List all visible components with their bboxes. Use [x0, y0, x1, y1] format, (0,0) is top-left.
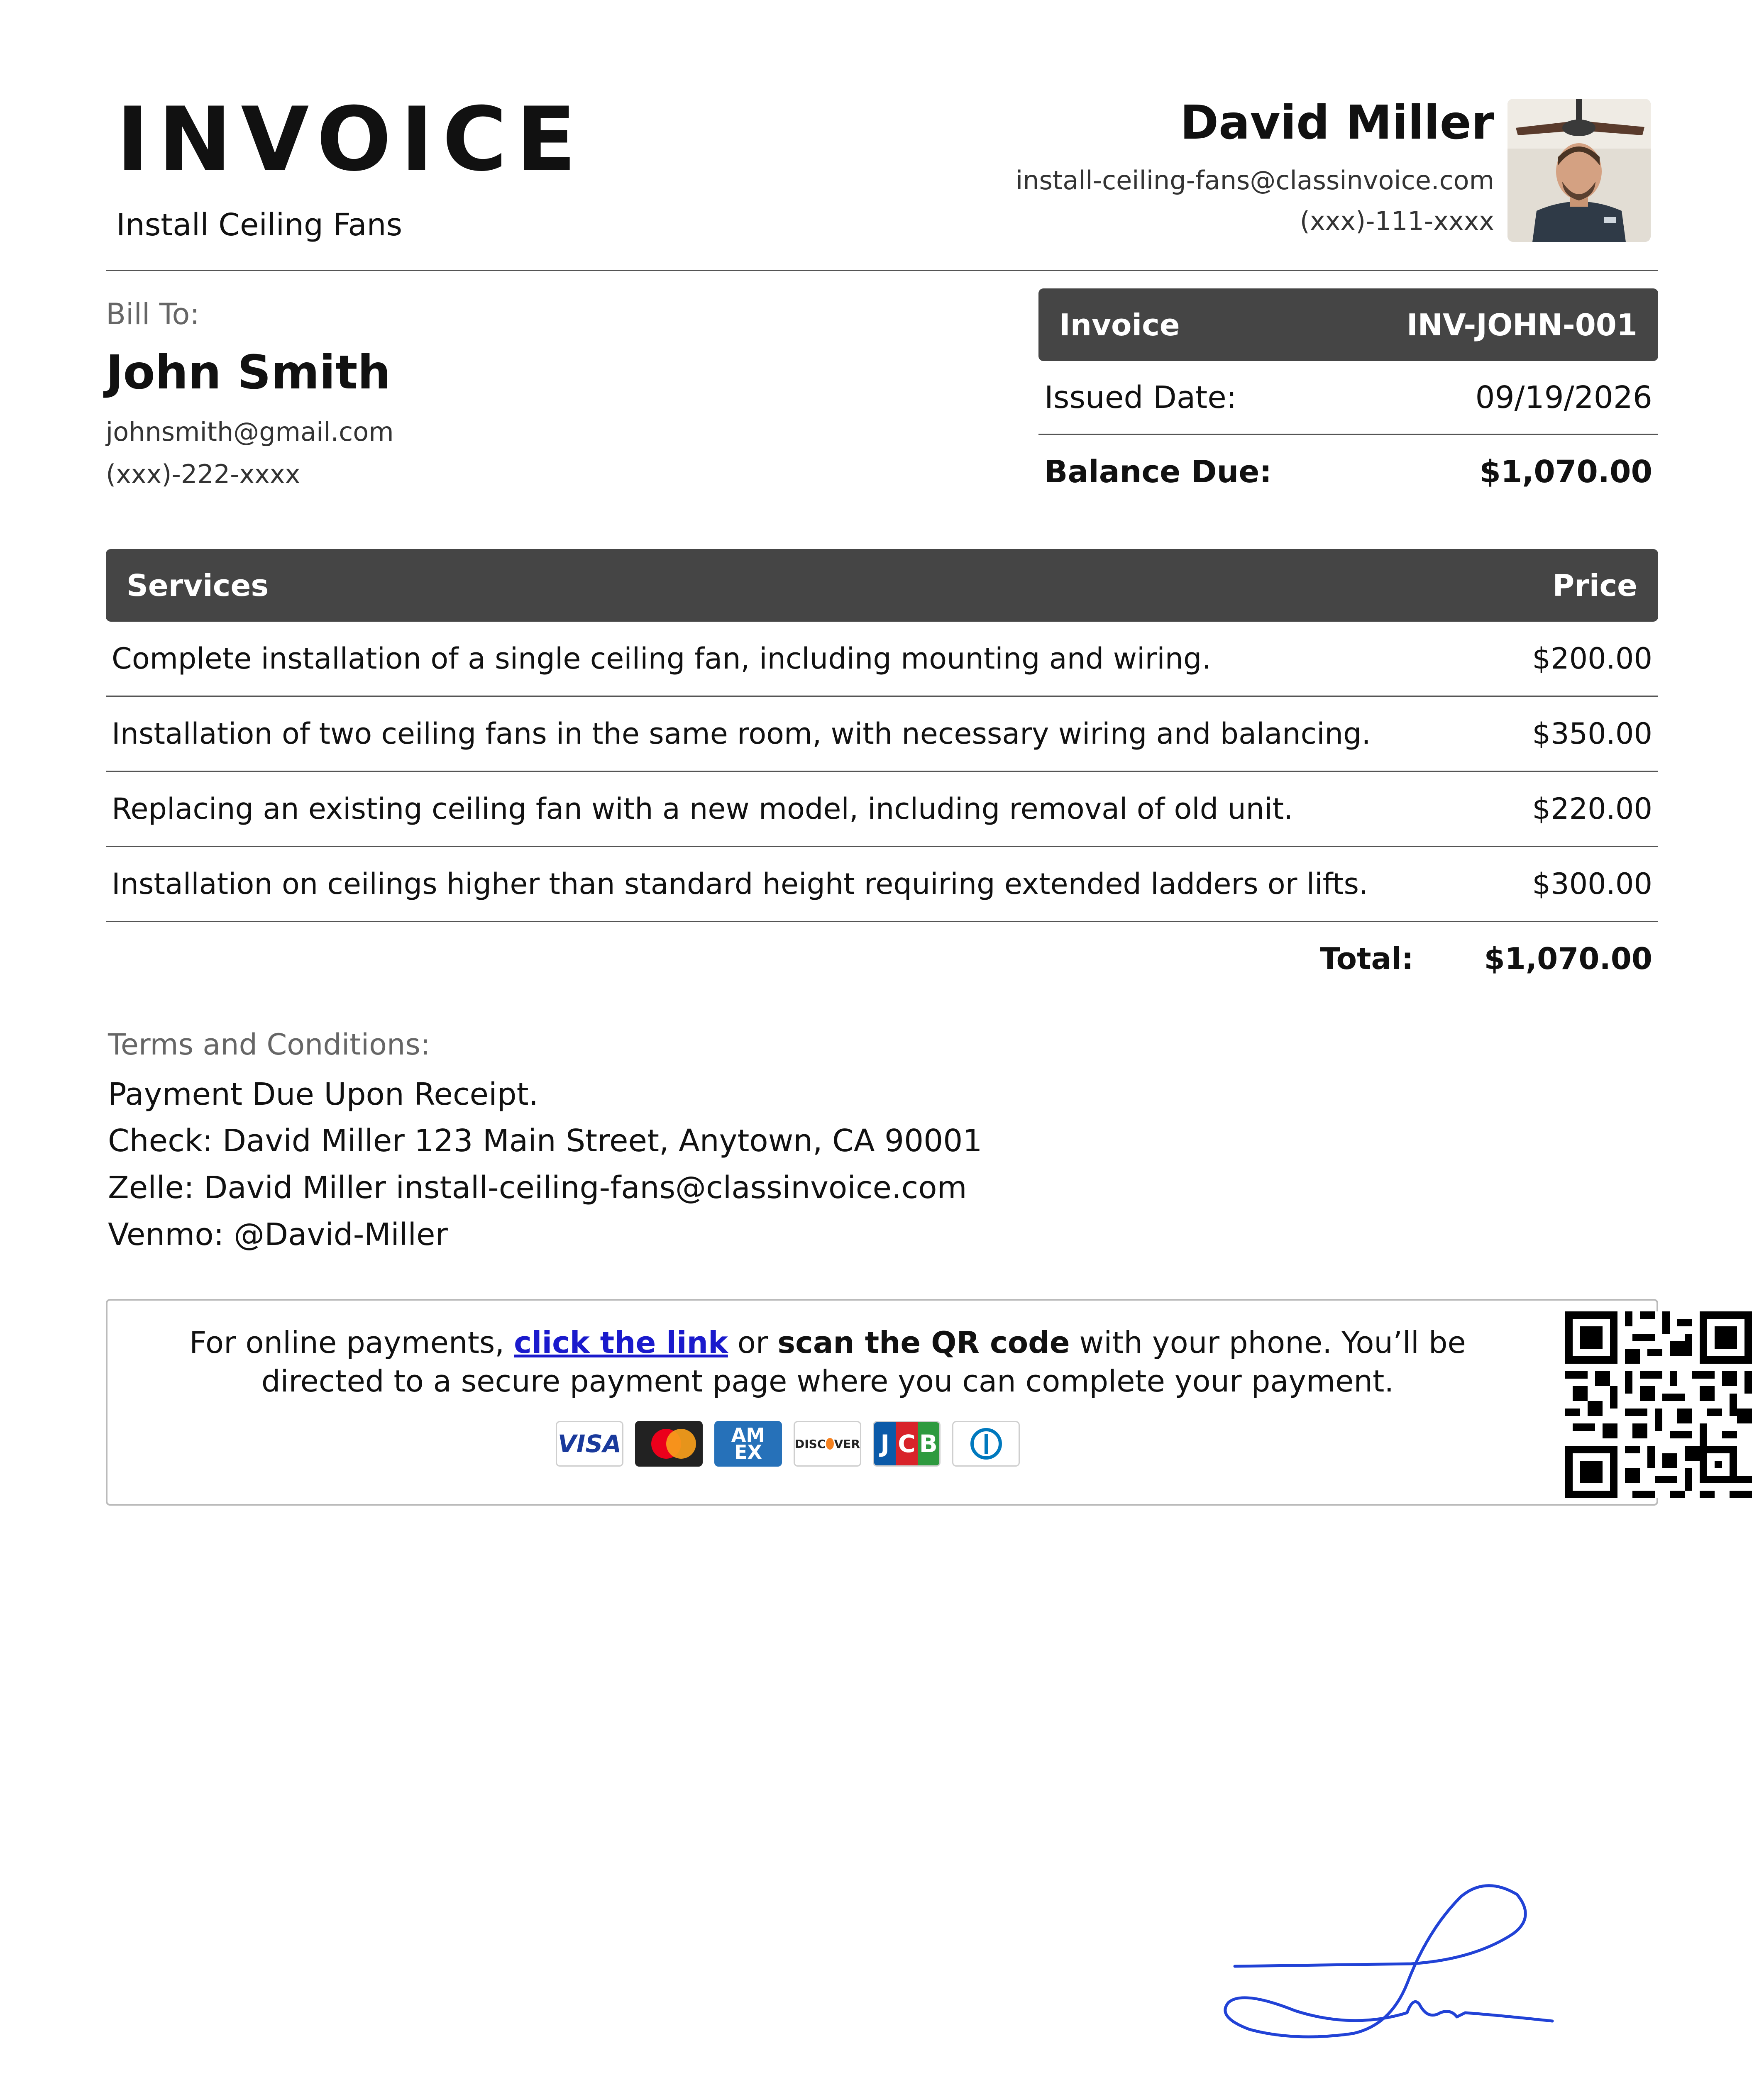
payment-qr-text: scan the QR code [777, 1325, 1070, 1360]
jcb-icon [873, 1421, 941, 1467]
payment-text-suffix: with your phone. You’ll be directed to a secure payment page where you can complete your payment. [261, 1325, 1466, 1399]
invoice-subtitle: Install Ceiling Fans [116, 207, 403, 243]
accepted-cards [556, 1421, 1020, 1467]
jcb-label-c: C [896, 1422, 917, 1465]
payment-link[interactable]: click the link [514, 1325, 728, 1360]
total-value: $1,070.00 [1484, 941, 1652, 976]
discover-label-right: VER [834, 1437, 860, 1451]
terms-line-check: Check: David Miller 123 Main Street, Anytown, CA 90001 [108, 1123, 982, 1159]
services-column-header: Services [127, 568, 269, 603]
issued-date-value: 09/19/2026 [1475, 379, 1652, 415]
balance-due-row [1038, 435, 1658, 509]
signature-icon [1121, 1847, 1577, 2063]
service-description: Replacing an existing ceiling fan with a new model, including removal of old unit. [112, 792, 1293, 826]
table-row [106, 622, 1658, 697]
balance-due-value: $1,070.00 [1479, 454, 1652, 490]
sender-name: David Miller [1180, 96, 1494, 150]
service-description: Complete installation of a single ceiling fan, including mounting and wiring. [112, 642, 1211, 676]
table-row [106, 847, 1658, 922]
terms-line-venmo: Venmo: @David-Miller [108, 1217, 448, 1252]
jcb-label-b: B [918, 1422, 939, 1465]
client-email: johnsmith@gmail.com [106, 417, 394, 447]
visa-label: VISA [557, 1430, 622, 1458]
service-description: Installation of two ceiling fans in the same room, with necessary wiring and balancing. [112, 717, 1371, 751]
total-label: Total: [1320, 941, 1414, 976]
discover-icon [794, 1421, 861, 1467]
service-price: $220.00 [1532, 792, 1652, 826]
payment-text-prefix: For online payments, [189, 1325, 514, 1360]
client-phone: (xxx)-222-xxxx [106, 459, 301, 489]
header-divider [106, 270, 1658, 271]
issued-date-label: Issued Date: [1044, 379, 1237, 415]
invoice-meta [1038, 288, 1658, 509]
services-table [106, 549, 1658, 995]
service-price: $300.00 [1532, 867, 1652, 901]
invoice-number-bar [1038, 288, 1658, 361]
person-photo-icon [1507, 99, 1651, 242]
discover-label-left: DISC [795, 1437, 826, 1451]
sender-email: install-ceiling-fans@classinvoice.com [1016, 165, 1494, 195]
sender-phone: (xxx)-111-xxxx [1300, 206, 1494, 236]
diners-club-icon [952, 1421, 1020, 1467]
qr-code-icon[interactable] [1565, 1311, 1752, 1498]
bill-to-label: Bill To: [106, 297, 200, 331]
sender-block [1016, 96, 1494, 236]
table-row [106, 697, 1658, 772]
payment-text-mid: or [728, 1325, 778, 1360]
terms-line-zelle: Zelle: David Miller install-ceiling-fans@classinvoice.com [108, 1170, 967, 1206]
amex-label-top: AM [731, 1423, 765, 1446]
visa-icon [556, 1421, 623, 1467]
issued-date-row [1038, 361, 1658, 435]
balance-due-label: Balance Due: [1044, 454, 1272, 490]
total-row [106, 922, 1658, 995]
client-name: John Smith [106, 346, 391, 400]
price-column-header: Price [1552, 568, 1637, 603]
amex-label-bottom: EX [734, 1441, 762, 1463]
mastercard-icon [635, 1421, 703, 1467]
invoice-title: INVOICE [116, 88, 586, 190]
online-payment-box [106, 1299, 1658, 1506]
payment-instructions [124, 1323, 1531, 1401]
table-row [106, 772, 1658, 847]
service-price: $350.00 [1532, 717, 1652, 751]
terms-label: Terms and Conditions: [108, 1028, 430, 1062]
service-price: $200.00 [1532, 642, 1652, 676]
invoice-label: Invoice [1059, 307, 1180, 342]
amex-icon [714, 1421, 782, 1467]
invoice-number: INV-JOHN-001 [1406, 307, 1637, 342]
terms-line-due: Payment Due Upon Receipt. [108, 1077, 539, 1112]
services-table-header [106, 549, 1658, 622]
jcb-label-j: J [874, 1422, 896, 1465]
service-description: Installation on ceilings higher than standard height requiring extended ladders or lifts. [112, 867, 1368, 901]
